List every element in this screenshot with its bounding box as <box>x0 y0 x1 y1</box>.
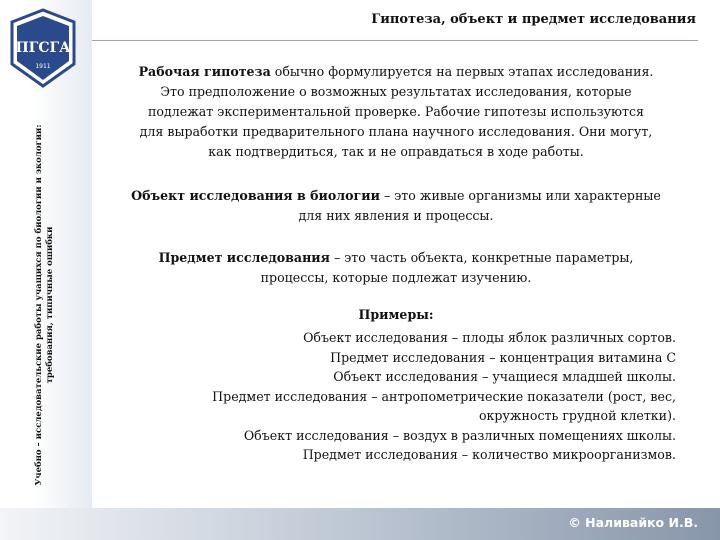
object-line2: для них явления и процессы. <box>298 208 494 223</box>
vertical-title-line2: требования, типичные ошибки <box>45 226 55 384</box>
vertical-title-line1: Учебно – исследовательские работы учащихся по биологии и экологии: <box>34 124 44 486</box>
subject-paragraph <box>96 248 696 288</box>
hypothesis-line3: подлежат экспериментальной проверке. Рабочие гипотезы используются <box>148 104 644 119</box>
hypothesis-line4: для выработки предварительного плана научного исследования. Они могут, <box>139 124 653 139</box>
example-line: Предмет исследования – антропометрические показатели (рост, вес, <box>212 388 676 404</box>
slide-title: Гипотеза, объект и предмет исследования <box>371 12 696 27</box>
hypothesis-paragraph <box>96 62 696 162</box>
example-line: Объект исследования – воздух в различных помещениях школы. <box>243 427 676 443</box>
logo-text: ПГСГА <box>15 40 71 56</box>
hypothesis-line1: обычно формулируется на первых этапах исследования. <box>270 64 654 79</box>
copyright-text: © Наливайко И.В. <box>568 515 698 530</box>
object-paragraph <box>96 186 696 226</box>
logo-year: 1911 <box>35 63 51 70</box>
hypothesis-line5: как подтвердиться, так и не оправдаться в ходе работы. <box>208 144 584 159</box>
subject-term: Предмет исследования <box>158 250 330 265</box>
example-line: окружность грудной клетки). <box>478 408 676 423</box>
university-logo <box>8 8 78 88</box>
object-line1: – это живые организмы или характерные <box>379 188 661 203</box>
example-line: Объект исследования – учащиеся младшей школы. <box>333 369 676 384</box>
vertical-course-title <box>0 95 90 515</box>
subject-line2: процессы, которые подлежат изучению. <box>260 270 532 285</box>
example-line: Объект исследования – плоды яблок различных сортов. <box>303 330 676 345</box>
example-line: Предмет исследования – количество микроорганизмов. <box>302 447 676 462</box>
hypothesis-line2: Это предположение о возможных результатах исследования, которые <box>160 84 632 99</box>
example-line: Предмет исследования – концентрация витамина С <box>330 349 676 365</box>
object-term: Объект исследования в биологии <box>131 188 380 203</box>
examples-list <box>130 328 676 465</box>
examples-heading: Примеры: <box>358 307 434 322</box>
hypothesis-term: Рабочая гипотеза <box>138 64 271 79</box>
subject-line1: – это часть объекта, конкретные параметры, <box>329 250 634 265</box>
header-divider <box>92 40 698 41</box>
